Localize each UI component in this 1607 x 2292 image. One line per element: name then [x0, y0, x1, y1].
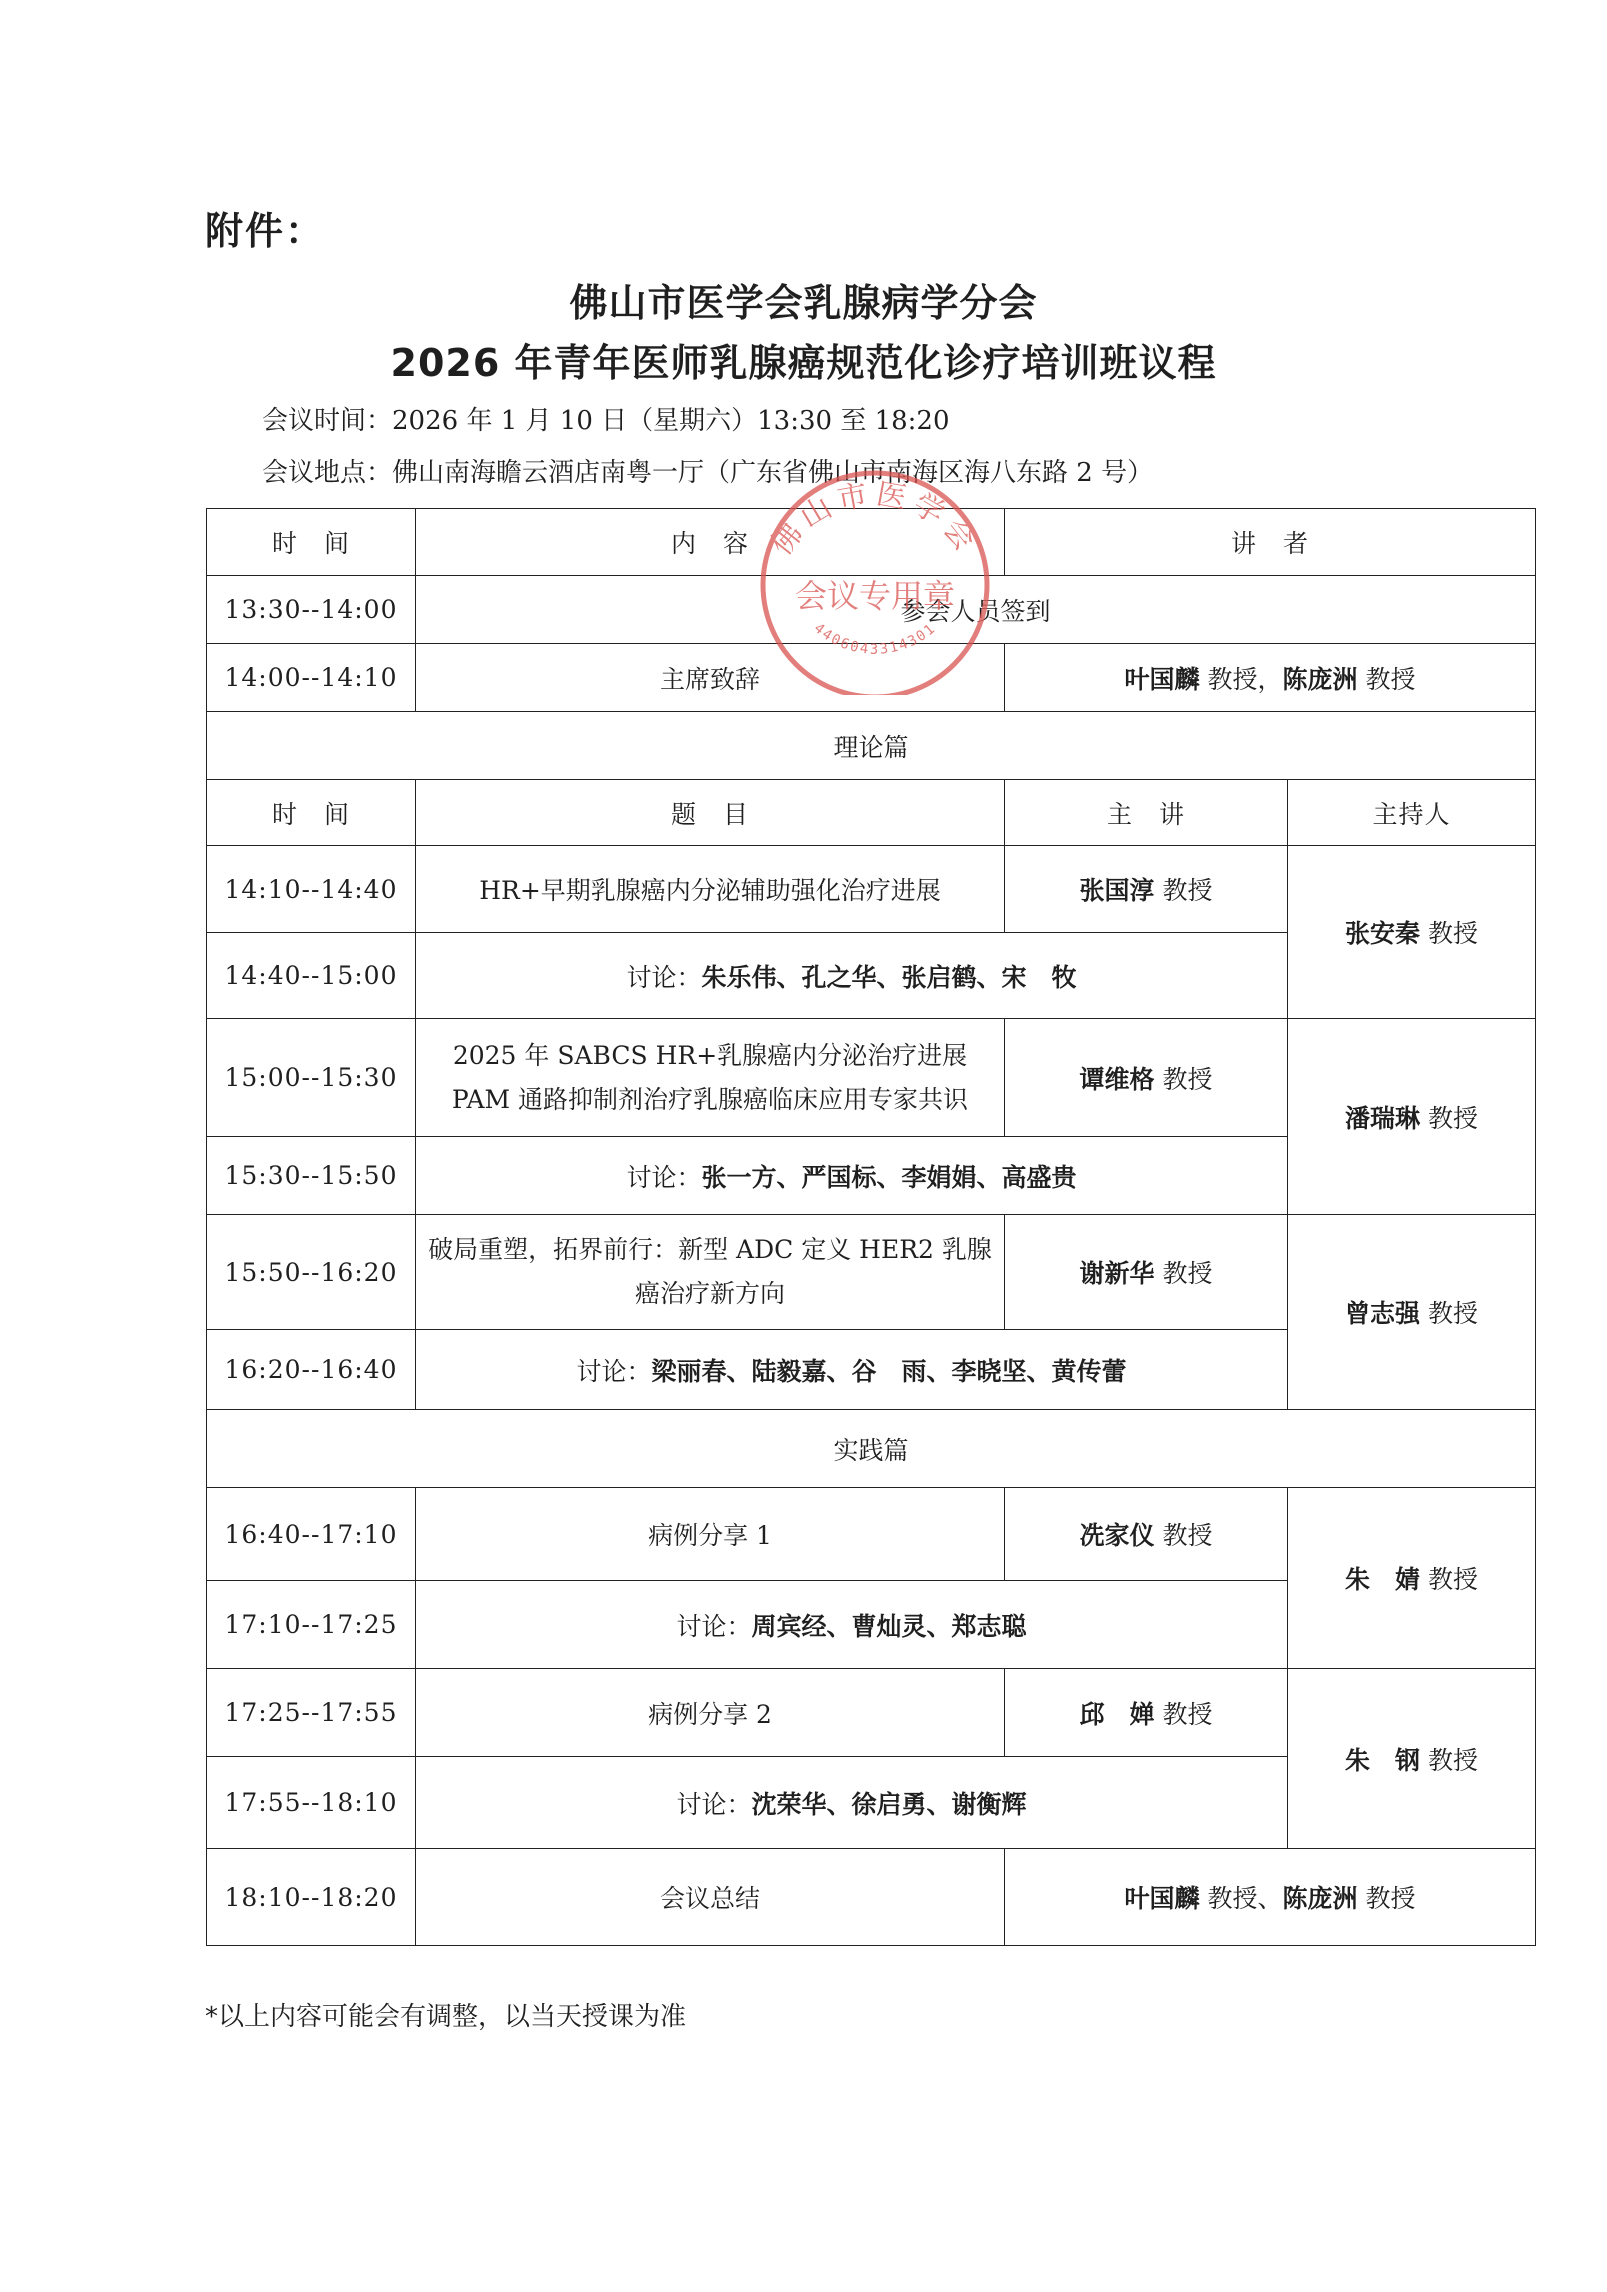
content-cell: 参会人员签到 — [416, 576, 1536, 644]
time-cell: 14:10--14:40 — [207, 846, 416, 933]
closing-row — [207, 1849, 1536, 1946]
topic-cell: 2025 年 SABCS HR+乳腺癌内分泌治疗进展 PAM 通路抑制剂治疗乳腺癌临床应用专家共识 — [416, 1019, 1005, 1137]
section-practice: 实践篇 — [207, 1410, 1536, 1488]
agenda-table — [206, 508, 1536, 1946]
header-time: 时 间 — [207, 780, 416, 846]
time-cell: 17:25--17:55 — [207, 1669, 416, 1757]
discussion-cell: 讨论：张一方、严国标、李娟娟、高盛贵 — [416, 1137, 1288, 1215]
meeting-place-value: 佛山南海瞻云酒店南粤一厅（广东省佛山市南海区海八东路 2 号） — [392, 458, 1154, 488]
topic-cell: 病例分享 2 — [416, 1669, 1005, 1757]
time-cell: 18:10--18:20 — [207, 1849, 416, 1946]
talk-row — [207, 846, 1536, 933]
time-cell: 17:10--17:25 — [207, 1581, 416, 1669]
time-cell: 14:00--14:10 — [207, 644, 416, 712]
section-row — [207, 712, 1536, 780]
time-cell: 16:20--16:40 — [207, 1330, 416, 1410]
header-time: 时 间 — [207, 509, 416, 576]
document-title-line2: 2026 年青年医师乳腺癌规范化诊疗培训班议程 — [390, 341, 1217, 385]
talk-row — [207, 1488, 1536, 1581]
header-row — [207, 509, 1536, 576]
moderator-cell: 朱 钢 教授 — [1288, 1669, 1536, 1849]
topic-cell: 病例分享 1 — [416, 1488, 1005, 1581]
content-cell: 会议总结 — [416, 1849, 1005, 1946]
moderator-cell: 潘瑞琳 教授 — [1288, 1019, 1536, 1215]
lecturer-cell: 张国淳 教授 — [1005, 846, 1288, 933]
discussion-cell: 讨论：沈荣华、徐启勇、谢衡辉 — [416, 1757, 1288, 1849]
time-cell: 15:30--15:50 — [207, 1137, 416, 1215]
seal-text-center: 会议专用章 — [794, 577, 956, 615]
header-lecturer: 主 讲 — [1005, 780, 1288, 846]
time-cell: 15:50--16:20 — [207, 1215, 416, 1330]
lecturer-cell: 邱 婵 教授 — [1005, 1669, 1288, 1757]
meeting-time — [262, 400, 950, 437]
discussion-cell: 讨论：朱乐伟、孔之华、张启鹤、宋 牧 — [416, 933, 1288, 1019]
time-cell: 15:00--15:30 — [207, 1019, 416, 1137]
moderator-cell: 曾志强 教授 — [1288, 1215, 1536, 1410]
seal-text-top: 佛山市医学会 — [764, 476, 986, 562]
speaker-cell: 叶国麟 教授、陈庞洲 教授 — [1005, 1849, 1536, 1946]
footnote: *以上内容可能会有调整，以当天授课为准 — [205, 2002, 687, 2032]
discussion-cell: 讨论：周宾经、曹灿灵、郑志聪 — [416, 1581, 1288, 1669]
section-theory: 理论篇 — [207, 712, 1536, 780]
seal-serial: 4406043314301 — [810, 620, 940, 658]
lecturer-cell: 谭维格 教授 — [1005, 1019, 1288, 1137]
time-cell: 16:40--17:10 — [207, 1488, 416, 1581]
section-row — [207, 1410, 1536, 1488]
header-topic: 题 目 — [416, 780, 1005, 846]
speaker-cell: 叶国麟 教授，陈庞洲 教授 — [1005, 644, 1536, 712]
moderator-cell: 张安秦 教授 — [1288, 846, 1536, 1019]
discussion-cell: 讨论：梁丽春、陆毅嘉、谷 雨、李晓坚、黄传蕾 — [416, 1330, 1288, 1410]
time-cell: 14:40--15:00 — [207, 933, 416, 1019]
attachment-label: 附件： — [205, 209, 326, 253]
opening-row — [207, 644, 1536, 712]
lecturer-cell: 谢新华 教授 — [1005, 1215, 1288, 1330]
lecturer-cell: 冼家仪 教授 — [1005, 1488, 1288, 1581]
meeting-time-value: 2026 年 1 月 10 日（星期六）13:30 至 18:20 — [392, 406, 950, 436]
talk-row — [207, 1669, 1536, 1757]
talk-row — [207, 1019, 1536, 1137]
talk-row — [207, 1215, 1536, 1330]
header-content: 内 容 — [416, 509, 1005, 576]
time-cell: 13:30--14:00 — [207, 576, 416, 644]
header-row — [207, 780, 1536, 846]
document-title-line1: 佛山市医学会乳腺病学分会 — [569, 281, 1038, 325]
opening-row — [207, 576, 1536, 644]
topic-cell: 破局重塑，拓界前行：新型 ADC 定义 HER2 乳腺癌治疗新方向 — [416, 1215, 1005, 1330]
topic-cell: HR+早期乳腺癌内分泌辅助强化治疗进展 — [416, 846, 1005, 933]
header-speaker: 讲 者 — [1005, 509, 1536, 576]
header-moderator: 主持人 — [1288, 780, 1536, 846]
time-cell: 17:55--18:10 — [207, 1757, 416, 1849]
moderator-cell: 朱 婧 教授 — [1288, 1488, 1536, 1669]
content-cell: 主席致辞 — [416, 644, 1005, 712]
meeting-place — [262, 452, 1153, 489]
meeting-time-label: 会议时间： — [262, 406, 393, 436]
meeting-place-label: 会议地点： — [262, 458, 393, 488]
